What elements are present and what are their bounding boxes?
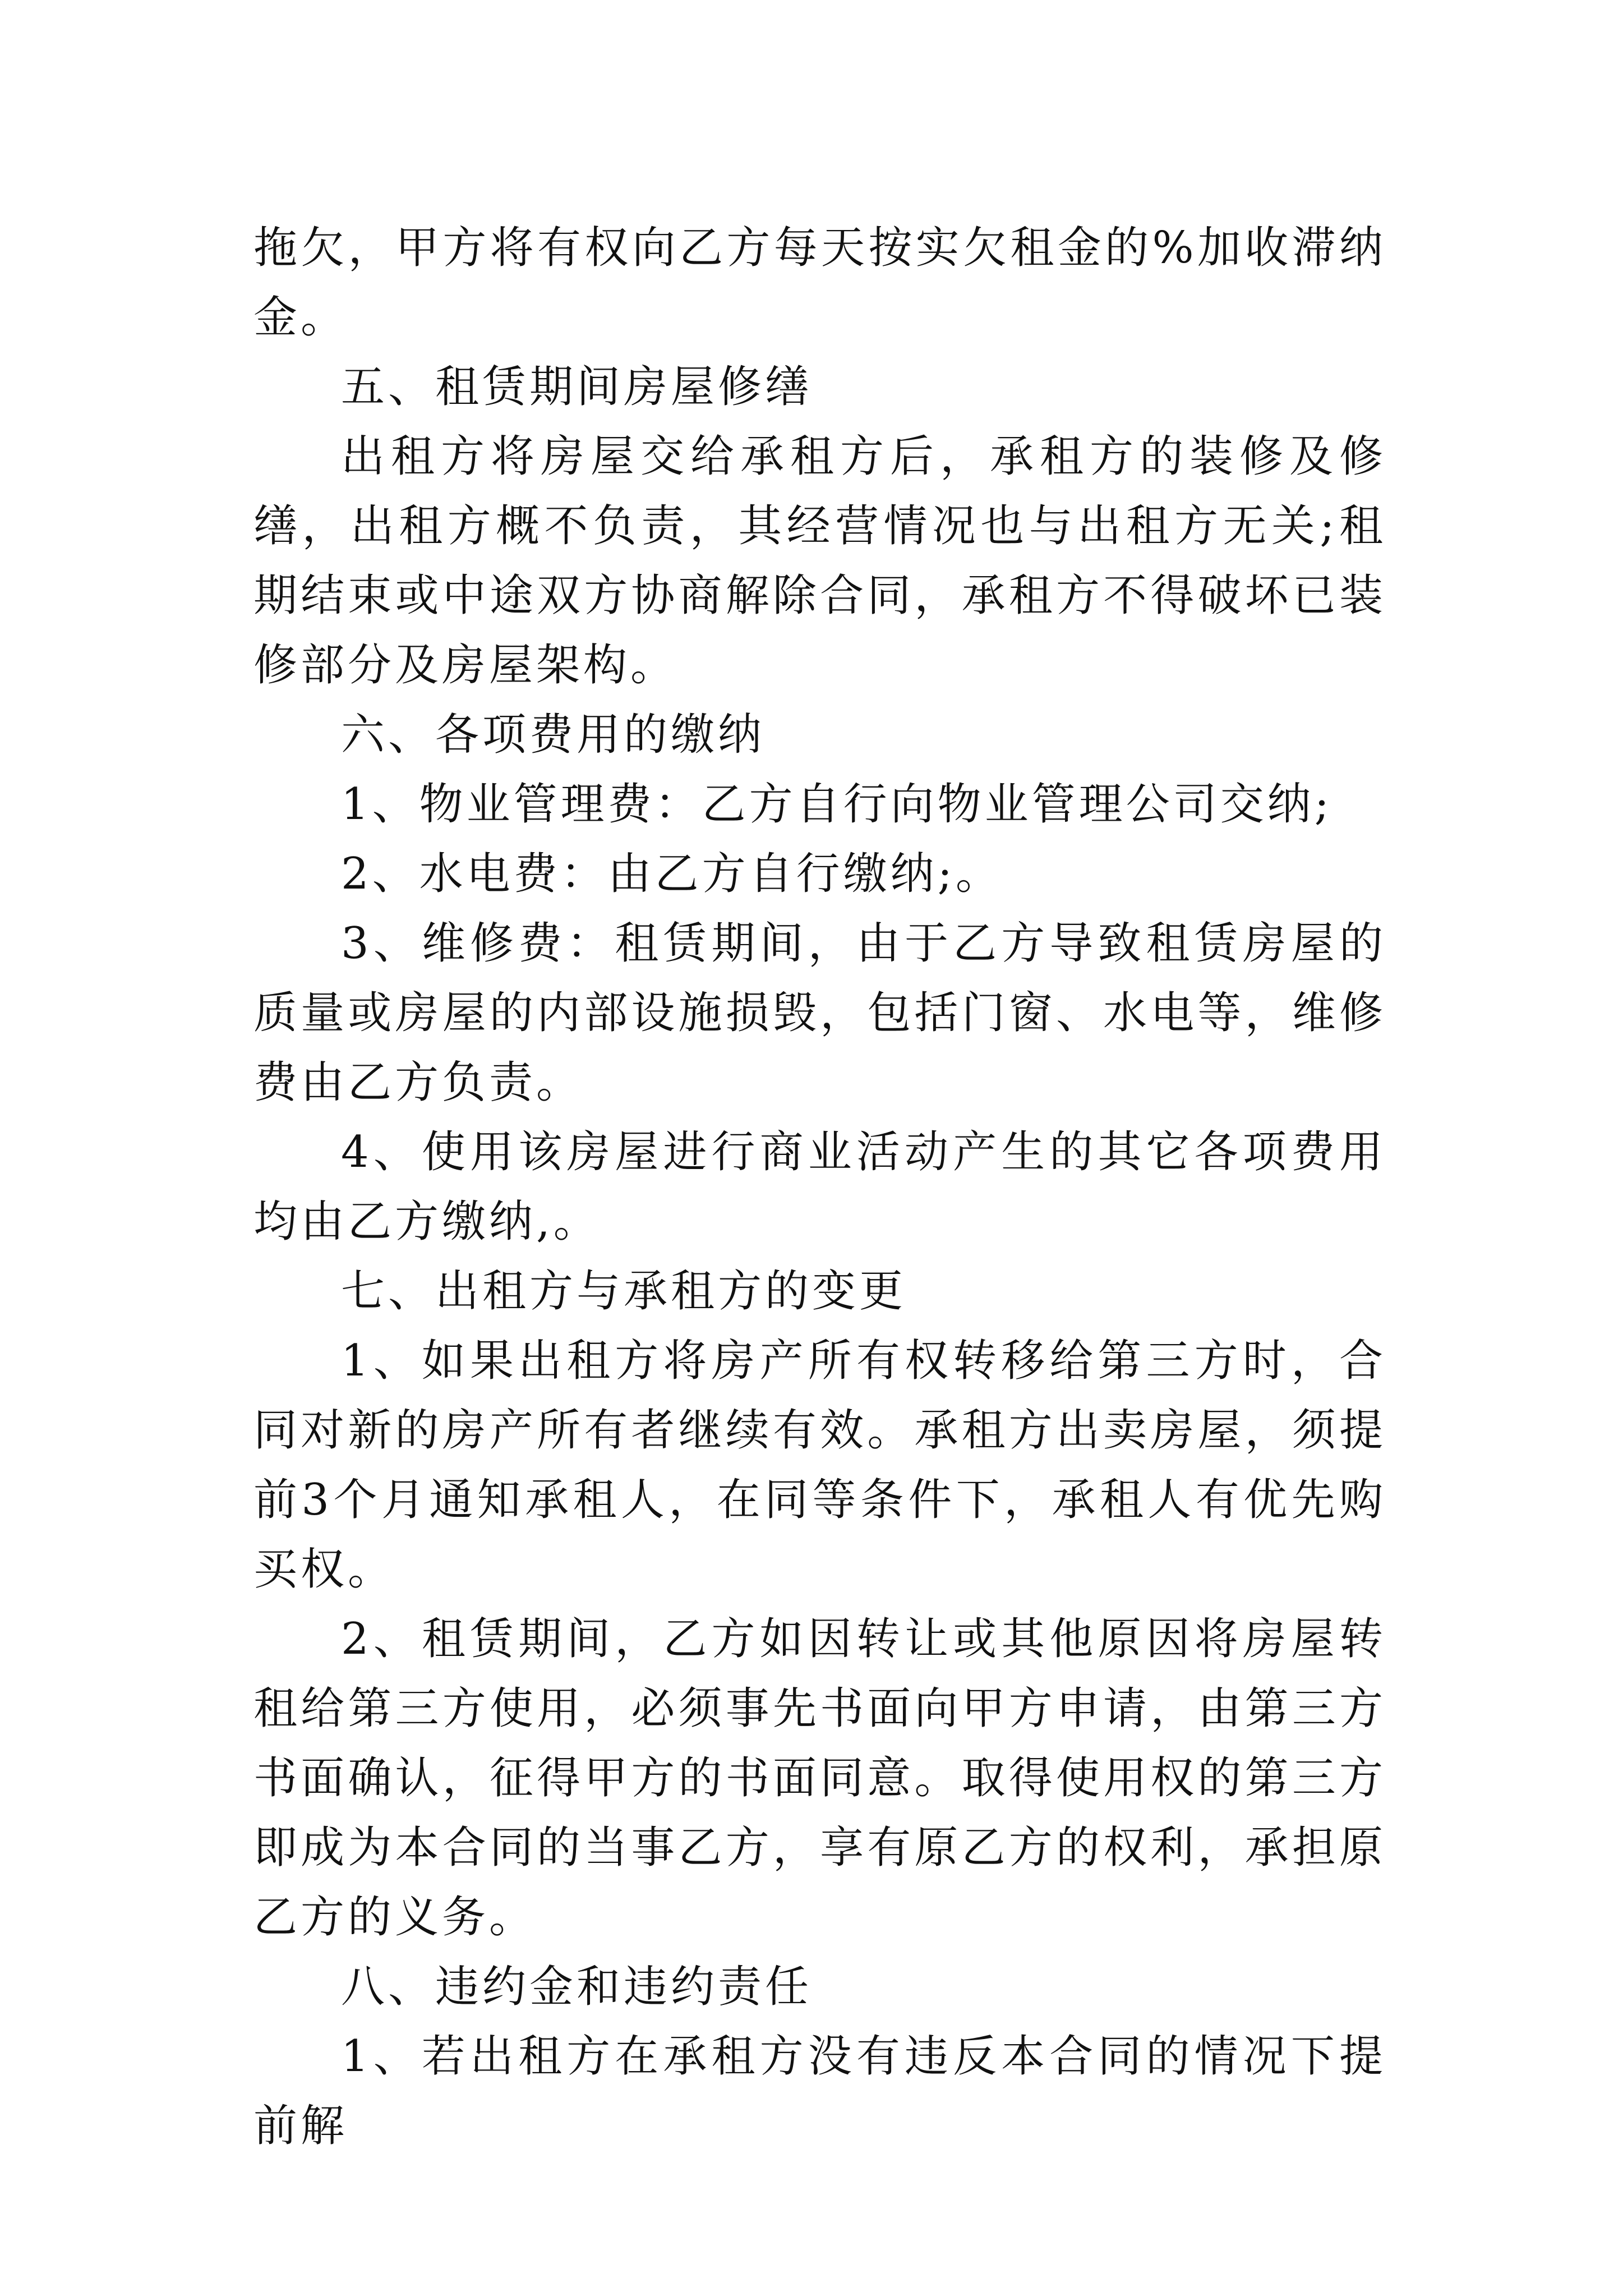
clause-early-termination: 1、若出租方在承租方没有违反本合同的情况下提前解 — [253, 2031, 1386, 2151]
clause-maintenance-fee: 3、维修费：租赁期间，由于乙方导致租赁房屋的质量或房屋的内部设施损毁，包括门窗、水电等，维修费由乙方负责。 — [253, 918, 1386, 1108]
clause-property-management-fee: 1、物业管理费：乙方自行向物业管理公司交纳; — [341, 779, 1332, 830]
section-heading-breach: 八、违约金和违约责任 — [341, 1962, 813, 2012]
paragraph-late-fee-continuation: 拖欠，甲方将有权向乙方每天按实欠租金的%加收滞纳金。 — [253, 223, 1386, 343]
clause-ownership-transfer: 1、如果出租方将房产所有权转移给第三方时，合同对新的房产所有者继续有效。承租方出卖房屋，须提前3个月通知承租人，在同等条件下，承租人有优先购买权。 — [253, 1336, 1386, 1595]
document-body — [253, 213, 1386, 2161]
section-heading-repairs: 五、租赁期间房屋修缮 — [341, 362, 813, 412]
paragraph-repairs: 出租方将房屋交给承租方后，承租方的装修及修缮，出租方概不负责，其经营情况也与出租方无关;租期结束或中途双方协商解除合同，承租方不得破坏已装修部分及房屋架构。 — [253, 431, 1386, 691]
clause-commercial-fees: 4、使用该房屋进行商业活动产生的其它各项费用均由乙方缴纳,。 — [253, 1127, 1386, 1247]
clause-utilities-fee: 2、水电费：由乙方自行缴纳;。 — [341, 849, 1003, 899]
section-heading-party-changes: 七、出租方与承租方的变更 — [341, 1266, 907, 1317]
section-heading-fees: 六、各项费用的缴纳 — [341, 710, 766, 760]
clause-sublease: 2、租赁期间，乙方如因转让或其他原因将房屋转租给第三方使用，必须事先书面向甲方申请，由第三方书面确认，征得甲方的书面同意。取得使用权的第三方即成为本合同的当事乙方，享有原乙方的权利，承担原乙方的义务。 — [253, 1614, 1386, 1943]
